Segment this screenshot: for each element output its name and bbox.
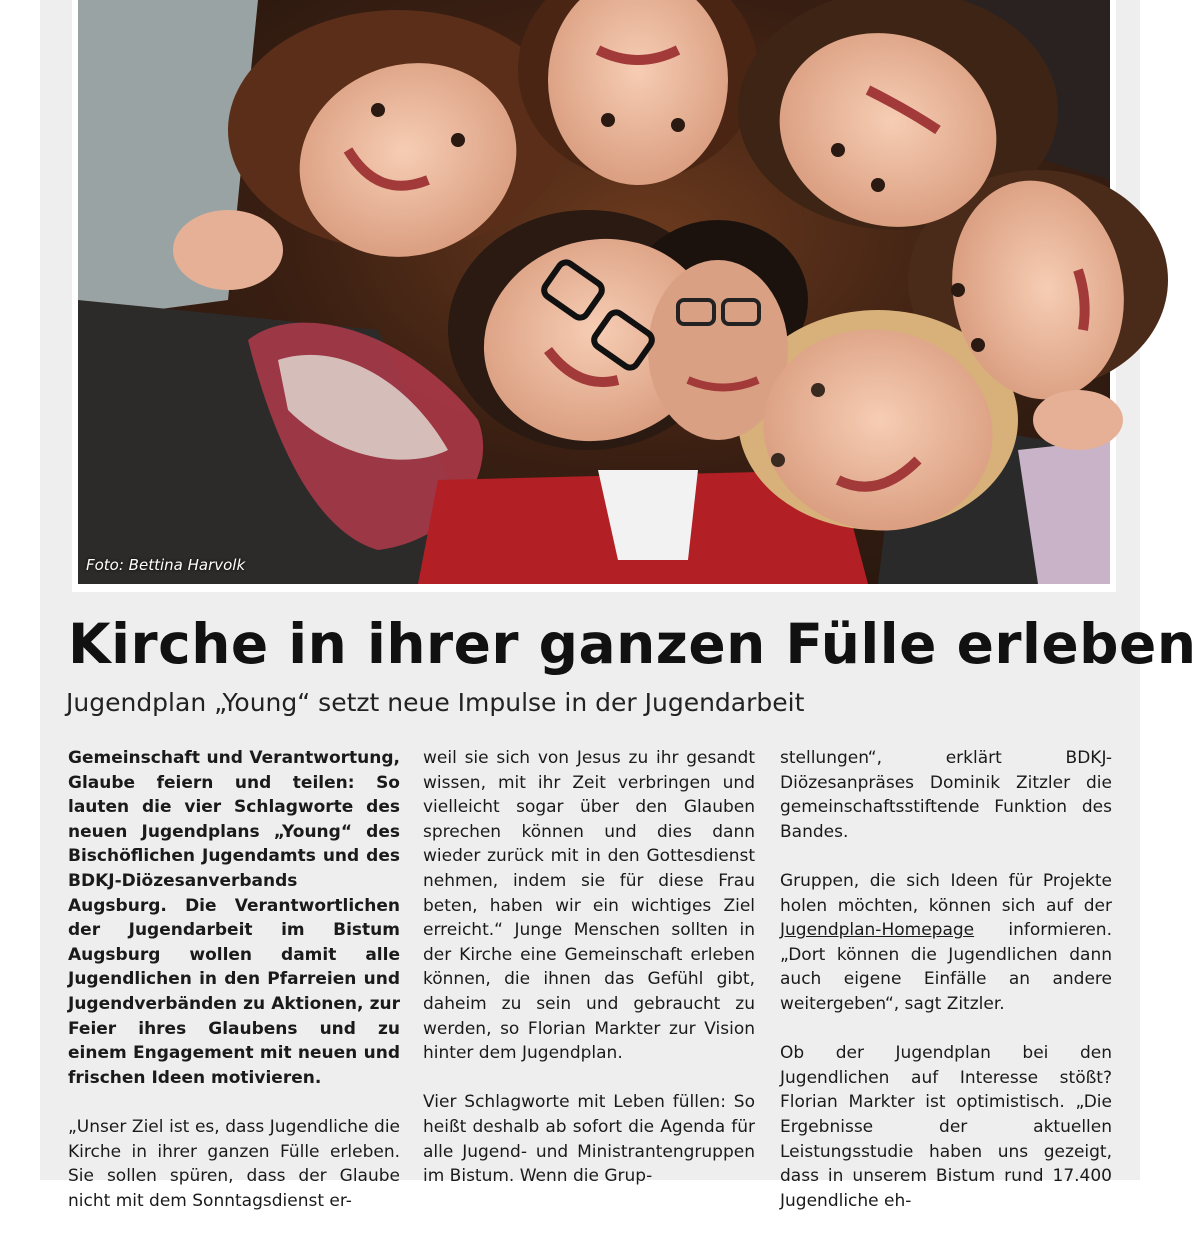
article-column-2: [423, 746, 755, 1213]
article-body: [68, 746, 1114, 1211]
article-column-1: [68, 746, 400, 1238]
article-column-3: [780, 746, 1112, 1238]
paragraph-text: Gruppen, die sich Ideen für Projekte holen möchten, können sich auf der: [780, 870, 1112, 916]
article-subheadline: Jugendplan „Young“ setzt neue Impulse in der Jugendarbeit: [66, 688, 805, 717]
article-paragraph: „Unser Ziel ist es, dass Jugendliche die Kirche in ihrer ganzen Fülle erleben. Sie sollen spüren, dass der Glaube nicht mit dem Sonntagsdienst er-: [68, 1116, 400, 1211]
photo-credit: Foto: Bettina Harvolk: [86, 556, 246, 574]
jugendplan-homepage-link[interactable]: Jugendplan-Homepage: [780, 920, 975, 941]
group-photo-illustration: [78, 0, 1110, 584]
article-paragraph: weil sie sich von Jesus zu ihr gesandt wissen, mit ihr Zeit verbringen und vielleicht sogar über den Glauben sprechen können und dies dann wieder zurück mit in den Gottesdienst nehmen, indem sie für diese Frau beten, haben wir ein wichtiges Ziel erreicht.“ Junge Menschen sollten in der Kirche eine Gemeinschaft erleben können, die ihnen das Gefühl gibt, daheim zu sein und gebraucht zu werden, so Florian Markter zur Vision hinter dem Jugendplan.: [423, 748, 755, 1064]
article-headline: Kirche in ihrer ganzen Fülle erleben: [68, 612, 1196, 676]
photo-frame: [72, 0, 1116, 592]
article-paragraph: Vier Schlagworte mit Leben füllen: So heißt deshalb ab sofort die Agenda für alle Jugend- und Ministrantengruppen im Bistum. Wenn die Grup-: [423, 1092, 755, 1187]
article-paragraph: [780, 869, 1112, 1017]
newspaper-page: [40, 0, 1196, 1211]
group-photo: [78, 0, 1110, 584]
article-paragraph: Ob der Jugendplan bei den Jugendlichen auf Interesse stößt? Florian Markter ist optimistisch. „Die Ergebnisse der aktuellen Leistungsstudie haben uns gezeigt, dass in unserem Bistum rund 17.400 Jugendliche eh-: [780, 1043, 1112, 1211]
article-paragraph: stellungen“, erklärt BDKJ-Diözesanpräses Dominik Zitzler die gemeinschaftsstiftende Funktion des Bandes.: [780, 748, 1112, 842]
paragraph-text: informieren. „Dort können die Jugendlichen dann auch eigene Einfälle an andere weitergeben“, sagt Zitzler.: [780, 920, 1112, 1014]
article-lead-paragraph: Gemeinschaft und Verantwortung, Glaube feiern und teilen: So lauten die vier Schlagworte des neuen Jugendplans „Young“ des Bischöflichen Jugendamts und des BDKJ-Diözesanverbands Augsburg. Die Verantwortlichen der Jugendarbeit im Bistum Augsburg wollen damit alle Jugendlichen in den Pfarreien und Jugendverbänden zu Aktionen, zur Feier ihres Glaubens und zu einem Engagement mit neuen und frischen Ideen motivieren.: [68, 748, 400, 1088]
